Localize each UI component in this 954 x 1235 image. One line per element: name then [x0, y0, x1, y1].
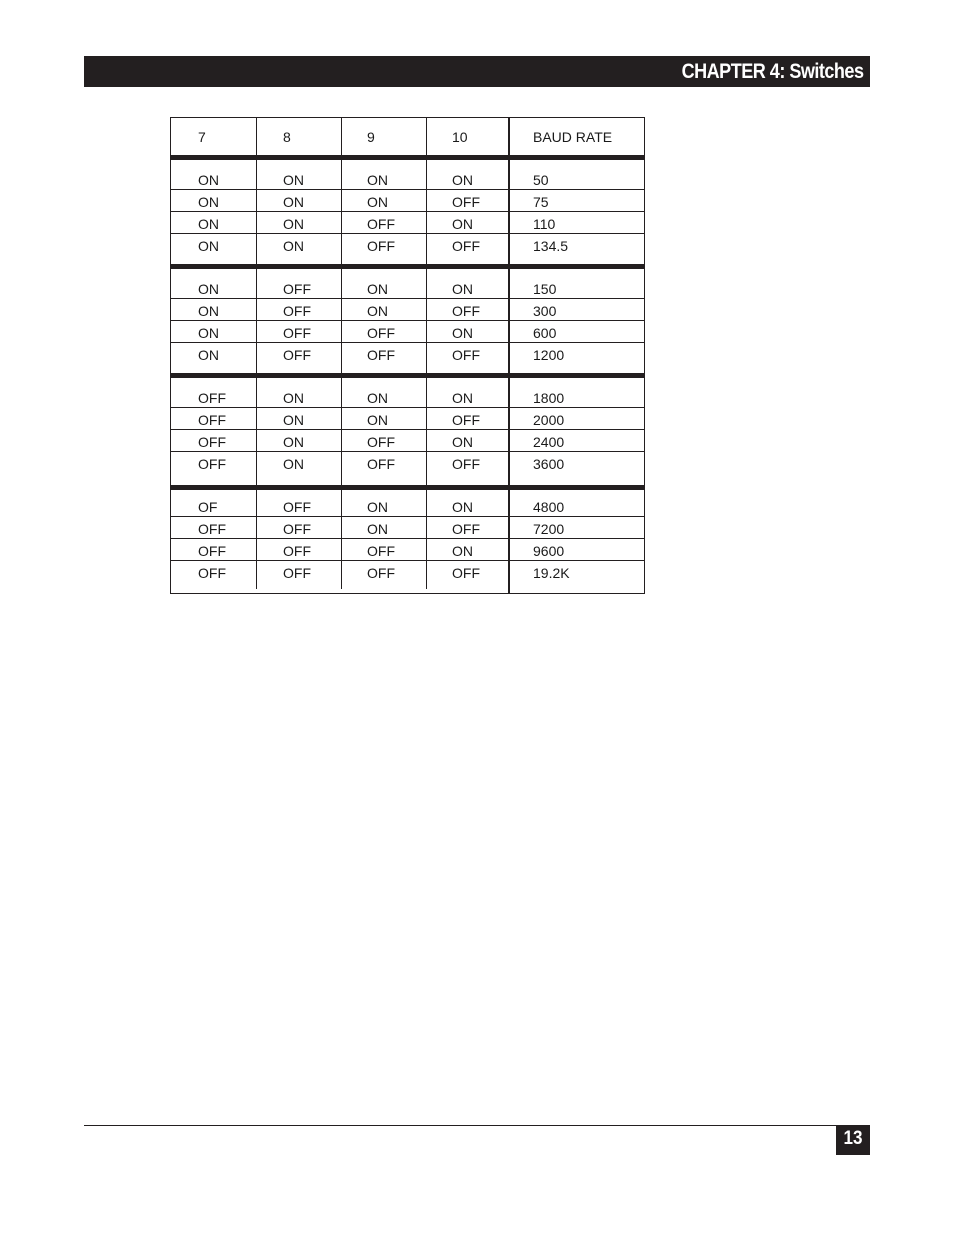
switch-setting-cell: OFF [367, 238, 395, 254]
switch-setting-cell: ON [198, 238, 219, 254]
switch-setting-cell: ON [198, 281, 219, 297]
switch-setting-cell: ON [367, 412, 388, 428]
switch-setting-cell: ON [198, 347, 219, 363]
row-rule [171, 342, 644, 343]
row-rule [171, 320, 644, 321]
switch-setting-cell: ON [283, 412, 304, 428]
row-rule [171, 560, 644, 561]
switch-setting-cell: ON [452, 499, 473, 515]
switch-setting-cell: OFF [198, 565, 226, 581]
baud-rate-cell: 150 [533, 281, 557, 297]
switch-setting-cell: ON [198, 216, 219, 232]
column-header: 10 [452, 129, 468, 145]
switch-setting-cell: ON [283, 238, 304, 254]
switch-setting-cell: ON [367, 281, 388, 297]
switch-setting-cell: OFF [283, 521, 311, 537]
baud-rate-cell: 7200 [533, 521, 565, 537]
switch-setting-cell: OFF [283, 303, 311, 319]
switch-setting-cell: OFF [198, 390, 226, 406]
switch-setting-cell: ON [198, 325, 219, 341]
switch-setting-cell: OFF [452, 456, 480, 472]
row-rule [171, 407, 644, 408]
group-rule [171, 485, 644, 490]
baud-rate-cell: 1800 [533, 390, 565, 406]
switch-setting-cell: OFF [452, 521, 480, 537]
row-rule [171, 298, 644, 299]
baud-rate-cell: 2400 [533, 434, 565, 450]
baud-rate-cell: 3600 [533, 456, 565, 472]
switch-setting-cell: OFF [367, 543, 395, 559]
switch-setting-cell: ON [198, 172, 219, 188]
switch-setting-cell: OFF [198, 543, 226, 559]
switch-setting-cell: OFF [283, 325, 311, 341]
switch-setting-cell: ON [283, 172, 304, 188]
row-rule [171, 189, 644, 190]
switch-setting-cell: OFF [198, 456, 226, 472]
switch-setting-cell: ON [198, 303, 219, 319]
group-rule [171, 373, 644, 378]
switch-setting-cell: OFF [452, 238, 480, 254]
group-rule [171, 264, 644, 269]
switch-setting-cell: ON [367, 499, 388, 515]
switch-setting-cell: OFF [452, 412, 480, 428]
row-rule [171, 233, 644, 234]
switch-setting-cell: OFF [198, 434, 226, 450]
column-header: 7 [198, 129, 206, 145]
switch-setting-cell: ON [452, 216, 473, 232]
switch-setting-cell: OFF [367, 456, 395, 472]
group-rule [171, 155, 644, 160]
chapter-header-bar [84, 56, 870, 87]
switch-setting-cell: OFF [367, 565, 395, 581]
row-rule [171, 516, 644, 517]
row-rule [171, 538, 644, 539]
baud-rate-cell: 300 [533, 303, 557, 319]
row-rule [171, 429, 644, 430]
switch-setting-cell: OFF [198, 412, 226, 428]
switch-setting-cell: ON [283, 390, 304, 406]
baud-rate-cell: 600 [533, 325, 557, 341]
switch-setting-cell: OFF [198, 521, 226, 537]
row-rule [171, 211, 644, 212]
switch-setting-cell: ON [283, 194, 304, 210]
switch-setting-cell: ON [198, 194, 219, 210]
baud-rate-cell: 9600 [533, 543, 565, 559]
switch-setting-cell: ON [452, 172, 473, 188]
switch-setting-cell: ON [283, 216, 304, 232]
page-number-box [836, 1125, 870, 1155]
baud-rate-cell: 19.2K [533, 565, 570, 581]
switch-setting-cell: OFF [452, 565, 480, 581]
baud-rate-cell: 134.5 [533, 238, 569, 254]
switch-setting-cell: OFF [367, 434, 395, 450]
column-header: BAUD RATE [533, 129, 613, 145]
row-rule [171, 451, 644, 452]
switch-setting-cell: ON [452, 390, 473, 406]
switch-setting-cell: OFF [367, 325, 395, 341]
switch-setting-cell: OFF [283, 499, 311, 515]
baud-rate-cell: 75 [533, 194, 549, 210]
switch-setting-cell: ON [367, 172, 388, 188]
page-number: 13 [843, 1128, 863, 1149]
switch-setting-cell: OFF [452, 347, 480, 363]
baud-rate-cell: 4800 [533, 499, 565, 515]
switch-setting-cell: ON [367, 194, 388, 210]
switch-setting-cell: ON [452, 325, 473, 341]
switch-setting-cell: ON [283, 456, 304, 472]
switch-setting-cell: OFF [283, 347, 311, 363]
footer-rule [84, 1125, 870, 1126]
switch-setting-cell: OFF [367, 347, 395, 363]
baud-rate-cell: 110 [533, 216, 556, 232]
switch-setting-cell: ON [452, 543, 473, 559]
baud-rate-cell: 2000 [533, 412, 565, 428]
chapter-title: CHAPTER 4: Switches [681, 60, 863, 83]
switch-setting-cell: OFF [452, 303, 480, 319]
baud-rate-table [170, 117, 645, 594]
switch-setting-cell: ON [367, 390, 388, 406]
switch-setting-cell: OFF [283, 281, 311, 297]
switch-setting-cell: ON [367, 303, 388, 319]
switch-setting-cell: ON [452, 281, 473, 297]
baud-rate-cell: 1200 [533, 347, 565, 363]
switch-setting-cell: OF [198, 499, 218, 515]
switch-setting-cell: OFF [367, 216, 395, 232]
switch-setting-cell: OFF [283, 565, 311, 581]
column-header: 9 [367, 129, 375, 145]
switch-setting-cell: ON [367, 521, 388, 537]
switch-setting-cell: OFF [452, 194, 480, 210]
baud-rate-cell: 50 [533, 172, 549, 188]
column-header: 8 [283, 129, 291, 145]
switch-setting-cell: OFF [283, 543, 311, 559]
switch-setting-cell: ON [452, 434, 473, 450]
switch-setting-cell: ON [283, 434, 304, 450]
